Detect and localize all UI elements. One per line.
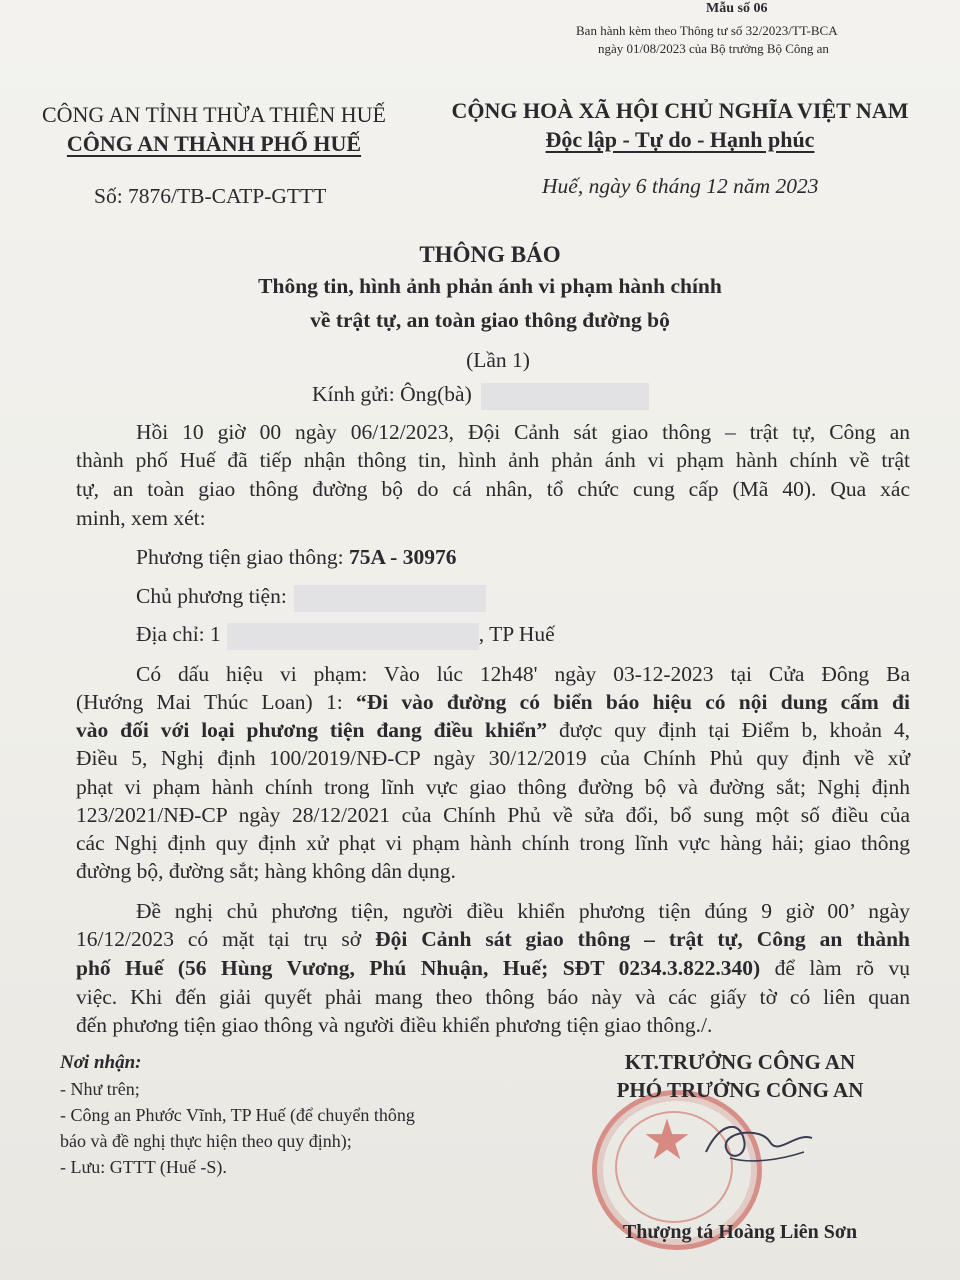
violation-offense-part2: vào đối với loại phương tiện đang điều khiển” [76,718,548,742]
vehicle-label: Phương tiện giao thông: [136,545,344,569]
violation-legal-ref: được quy định tại Điểm b, khoản 4, [547,718,910,742]
redacted-address [227,623,479,650]
recipient-label: Kính gửi: Ông(bà) [312,382,472,406]
violation-line-3 [76,716,910,744]
stamp-star-icon: ★ [641,1110,693,1172]
handwritten-signature [700,1112,820,1172]
request-office-address: phố Huế (56 Hùng Vương, Phú Nhuận, Huế; SĐT 0234.3.822.340) [76,956,761,980]
redacted-recipient-name [481,383,649,410]
form-note-line2: ngày 01/08/2023 của Bộ trưởng Bộ Công an [598,41,829,56]
violation-line-6: 123/2021/NĐ-CP ngày 28/12/2021 của Chính Phủ về sửa đổi, bổ sung một số điều của [76,803,910,827]
recipient-item-2: - Công an Phước Vĩnh, TP Huế (để chuyển thông [60,1105,415,1125]
owner-line [136,582,486,612]
request-line-1: Đề nghị chủ phương tiện, người điều khiển phương tiện đúng 9 giờ 00’ ngày [136,899,910,923]
notice-subtitle-2: về trật tự, an toàn giao thông đường bộ [310,308,670,332]
signer-title-2: PHÓ TRƯỞNG CÔNG AN [616,1078,864,1102]
signer-name: Thượng tá Hoàng Liên Sơn [622,1221,858,1243]
violation-line-7: các Nghị định quy định xử phạt vi phạm hành chính trong lĩnh vực hàng hải; giao thông [76,831,910,855]
form-note-line1: Ban hành kèm theo Thông tư số 32/2023/TT-BCA [576,23,838,38]
owner-label: Chủ phương tiện: [136,584,287,608]
agency-name: CÔNG AN THÀNH PHỐ HUẾ [66,131,362,156]
agency-parent: CÔNG AN TỈNH THỪA THIÊN HUẾ [41,102,386,127]
request-office: Đội Cảnh sát giao thông – trật tự, Công an thành [375,927,910,951]
violation-line-1: Có dấu hiệu vi phạm: Vào lúc 12h48' ngày 03-12-2023 tại Cửa Đông Ba [136,662,910,686]
document-number: Số: 7876/TB-CATP-GTTT [94,184,327,208]
request-line-5: đến phương tiện giao thông và người điều khiển phương tiện giao thông./. [76,1013,713,1037]
recipient-item-3: - Lưu: GTTT (Huế -S). [60,1157,227,1177]
nation-motto: Độc lập - Tự do - Hạnh phúc [545,127,815,152]
notice-subtitle-1: Thông tin, hình ảnh phản ánh vi phạm hành chính [258,274,722,298]
recipient-item-2-cont: báo và đề nghị thực hiện theo quy định); [60,1131,352,1151]
place-date: Huế, ngày 6 tháng 12 năm 2023 [542,174,819,198]
nation-title: CỘNG HOÀ XÃ HỘI CHỦ NGHĨA VIỆT NAM [451,98,909,123]
violation-line-4: Điều 5, Nghị định 100/2019/NĐ-CP ngày 30/12/2019 của Chính Phủ quy định về xử [76,746,910,770]
signer-title-1: KT.TRƯỞNG CÔNG AN [624,1050,856,1074]
form-code: Mẫu số 06 [706,1,768,16]
request-date: 16/12/2023 có mặt tại trụ sở [76,927,376,951]
vehicle-line [136,543,456,571]
violation-offense-part1: “Đi vào đường có biển báo hiệu có nội dung cấm đi [355,690,910,714]
address-label: Địa chỉ: 1 [136,622,221,646]
request-line-4: việc. Khi đến giải quyết phải mang theo thông báo này và các giấy tờ có liên quan [76,985,910,1009]
intro-line-4: minh, xem xét: [76,506,206,530]
notice-title: THÔNG BÁO [419,242,561,267]
recipient-line [312,380,649,410]
address-line [136,620,555,650]
intro-line-2: thành phố Huế đã tiếp nhận thông tin, hình ảnh phản ánh vi phạm hành chính về trật [76,448,910,472]
violation-line-8: đường bộ, đường sắt; hàng không dân dụng. [76,859,456,883]
recipients-block [60,1050,415,1180]
notice-round: (Lần 1) [466,348,530,372]
violation-line-5: phạt vi phạm hành chính trong lĩnh vực giao thông đường bộ và đường sắt; Nghị định [76,775,910,799]
violation-line-2 [76,688,910,716]
recipient-item-1: - Như trên; [60,1079,140,1099]
vehicle-plate: 75A - 30976 [348,545,457,569]
request-purpose: để làm rõ vụ [760,956,910,980]
address-tail: , TP Huế [478,622,555,646]
request-line-2 [76,925,910,953]
nation-header [430,96,930,154]
request-line-3 [76,954,910,982]
agency-header [14,100,414,158]
intro-line-1: Hồi 10 giờ 00 ngày 06/12/2023, Đội Cảnh sát giao thông – trật tự, Công an [136,420,910,444]
intro-line-3: tự, an toàn giao thông đường bộ do cá nhân, tổ chức cung cấp (Mã 40). Qua xác [76,477,910,501]
violation-location: (Hướng Mai Thúc Loan) 1: [76,690,356,714]
redacted-owner-name [294,585,486,612]
recipients-title: Nơi nhận: [60,1052,142,1073]
